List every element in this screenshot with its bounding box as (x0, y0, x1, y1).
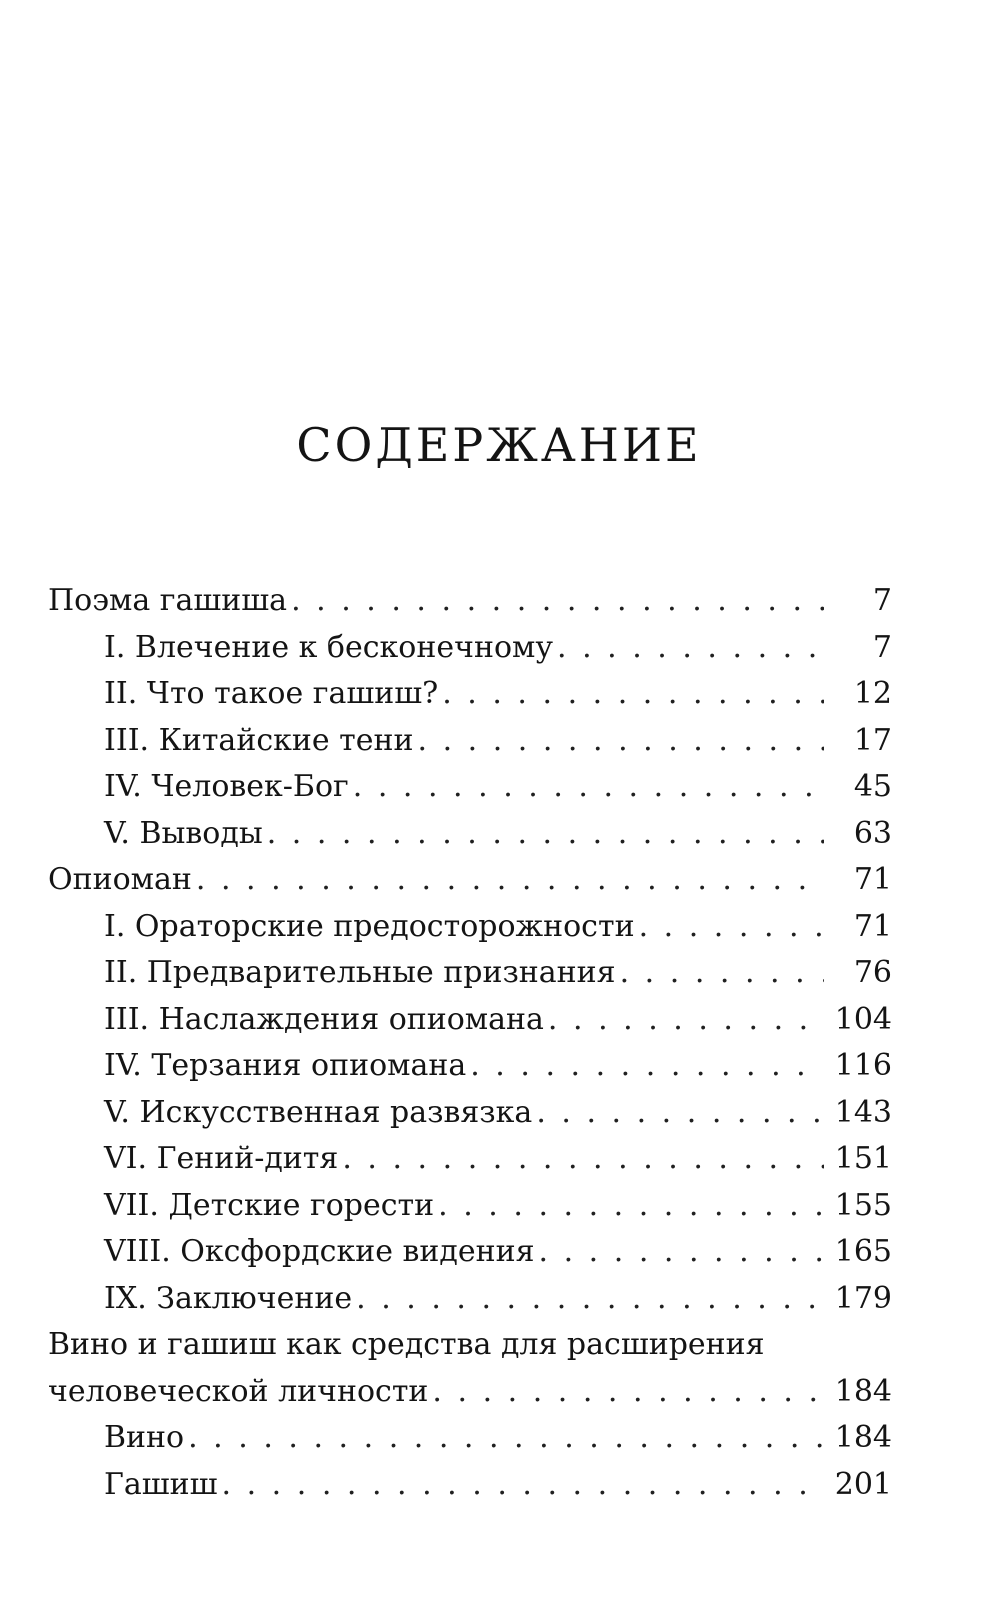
toc-entry-label: Вино и гашиш как средства для расширения (48, 1327, 765, 1362)
dot-leader (548, 997, 824, 1044)
toc-page-number: 179 (834, 1280, 892, 1316)
toc-entry-label: человеческой личности (48, 1373, 429, 1409)
toc-entry (48, 811, 892, 858)
toc-entry-label: I. Ораторские предосторожности (104, 908, 635, 944)
toc-entry-label: V. Искусственная развязка (104, 1094, 533, 1130)
toc-entry (48, 625, 892, 672)
toc-entry-label: III. Наслаждения опиомана (104, 1001, 544, 1037)
toc-page-number: 7 (872, 629, 892, 665)
dot-leader (196, 857, 824, 904)
dot-leader (222, 1462, 824, 1509)
toc-page-number: 155 (834, 1187, 892, 1223)
toc-page-number: 104 (834, 1001, 892, 1037)
dot-leader (539, 1229, 824, 1276)
toc-page-number: 184 (834, 1420, 892, 1455)
toc-page-number: 71 (853, 862, 892, 897)
dot-leader (639, 904, 824, 951)
toc-entry-label: VI. Гений-дитя (104, 1141, 339, 1176)
toc-entry-label: Поэма гашиша (48, 583, 288, 618)
dot-leader (442, 671, 824, 718)
dot-leader (557, 625, 824, 672)
toc-entry (48, 997, 892, 1044)
toc-entry-label: IV. Терзания опиомана (104, 1048, 467, 1083)
dot-leader (470, 1043, 824, 1090)
dot-leader (291, 578, 824, 625)
toc-entry-label: I. Влечение к бесконечному (104, 629, 553, 665)
toc-page-number: 12 (853, 676, 892, 711)
toc-entry-wine-hashish (48, 1369, 892, 1416)
toc-entry-label: IV. Человек-Бог (104, 769, 349, 804)
toc-entry (48, 671, 892, 718)
toc-page-number: 17 (853, 722, 892, 758)
toc-page-number: 63 (853, 815, 892, 851)
toc-entry-label: II. Предварительные признания (104, 955, 616, 990)
toc-entry (48, 764, 892, 811)
dot-leader (432, 1369, 824, 1416)
toc-entry-label: Гашиш (104, 1466, 218, 1502)
toc-entry (48, 1229, 892, 1276)
toc-entry (48, 1136, 892, 1183)
toc-entry-label: Опиоман (48, 862, 192, 897)
toc-page-number: 45 (853, 769, 892, 804)
toc-page-number: 7 (872, 583, 892, 618)
dot-leader (536, 1090, 824, 1137)
toc-entry-opium-eater (48, 857, 892, 904)
toc-entry (48, 1276, 892, 1323)
toc-entry (48, 1043, 892, 1090)
toc-entry-label: III. Китайские тени (104, 722, 414, 758)
dot-leader (438, 1183, 824, 1230)
toc-entry-label: Вино (104, 1420, 185, 1455)
dot-leader (356, 1276, 824, 1323)
page-title: СОДЕРЖАНИЕ (296, 418, 702, 472)
dot-leader (353, 764, 824, 811)
toc-page-number: 143 (834, 1094, 892, 1130)
toc-entry-label: II. Что такое гашиш? (104, 676, 439, 711)
toc-entry-label: VIII. Оксфордские видения (104, 1234, 535, 1269)
toc-page-number: 116 (834, 1048, 892, 1083)
toc-page-number: 151 (834, 1141, 892, 1176)
toc-page-number: 71 (853, 908, 892, 944)
toc-entry (48, 718, 892, 765)
table-of-contents (48, 578, 892, 1508)
dot-leader (342, 1136, 824, 1183)
toc-entry-label: IX. Заключение (104, 1280, 353, 1316)
toc-entry (48, 904, 892, 951)
toc-page-number: 76 (853, 955, 892, 990)
toc-entry-poem-of-hashish (48, 578, 892, 625)
toc-entry-wine-hashish-line1 (48, 1322, 892, 1369)
dot-leader (418, 718, 825, 765)
toc-entry-label: V. Выводы (104, 815, 263, 851)
toc-page-number: 165 (834, 1234, 892, 1269)
dot-leader (188, 1415, 824, 1462)
toc-entry (48, 1183, 892, 1230)
toc-page-number: 184 (834, 1373, 892, 1409)
toc-entry (48, 950, 892, 997)
toc-entry (48, 1462, 892, 1509)
dot-leader (267, 811, 824, 858)
toc-entry (48, 1415, 892, 1462)
toc-page-number: 201 (834, 1466, 892, 1502)
toc-entry-label: VII. Детские горести (104, 1187, 435, 1223)
toc-entry (48, 1090, 892, 1137)
dot-leader (620, 950, 824, 997)
